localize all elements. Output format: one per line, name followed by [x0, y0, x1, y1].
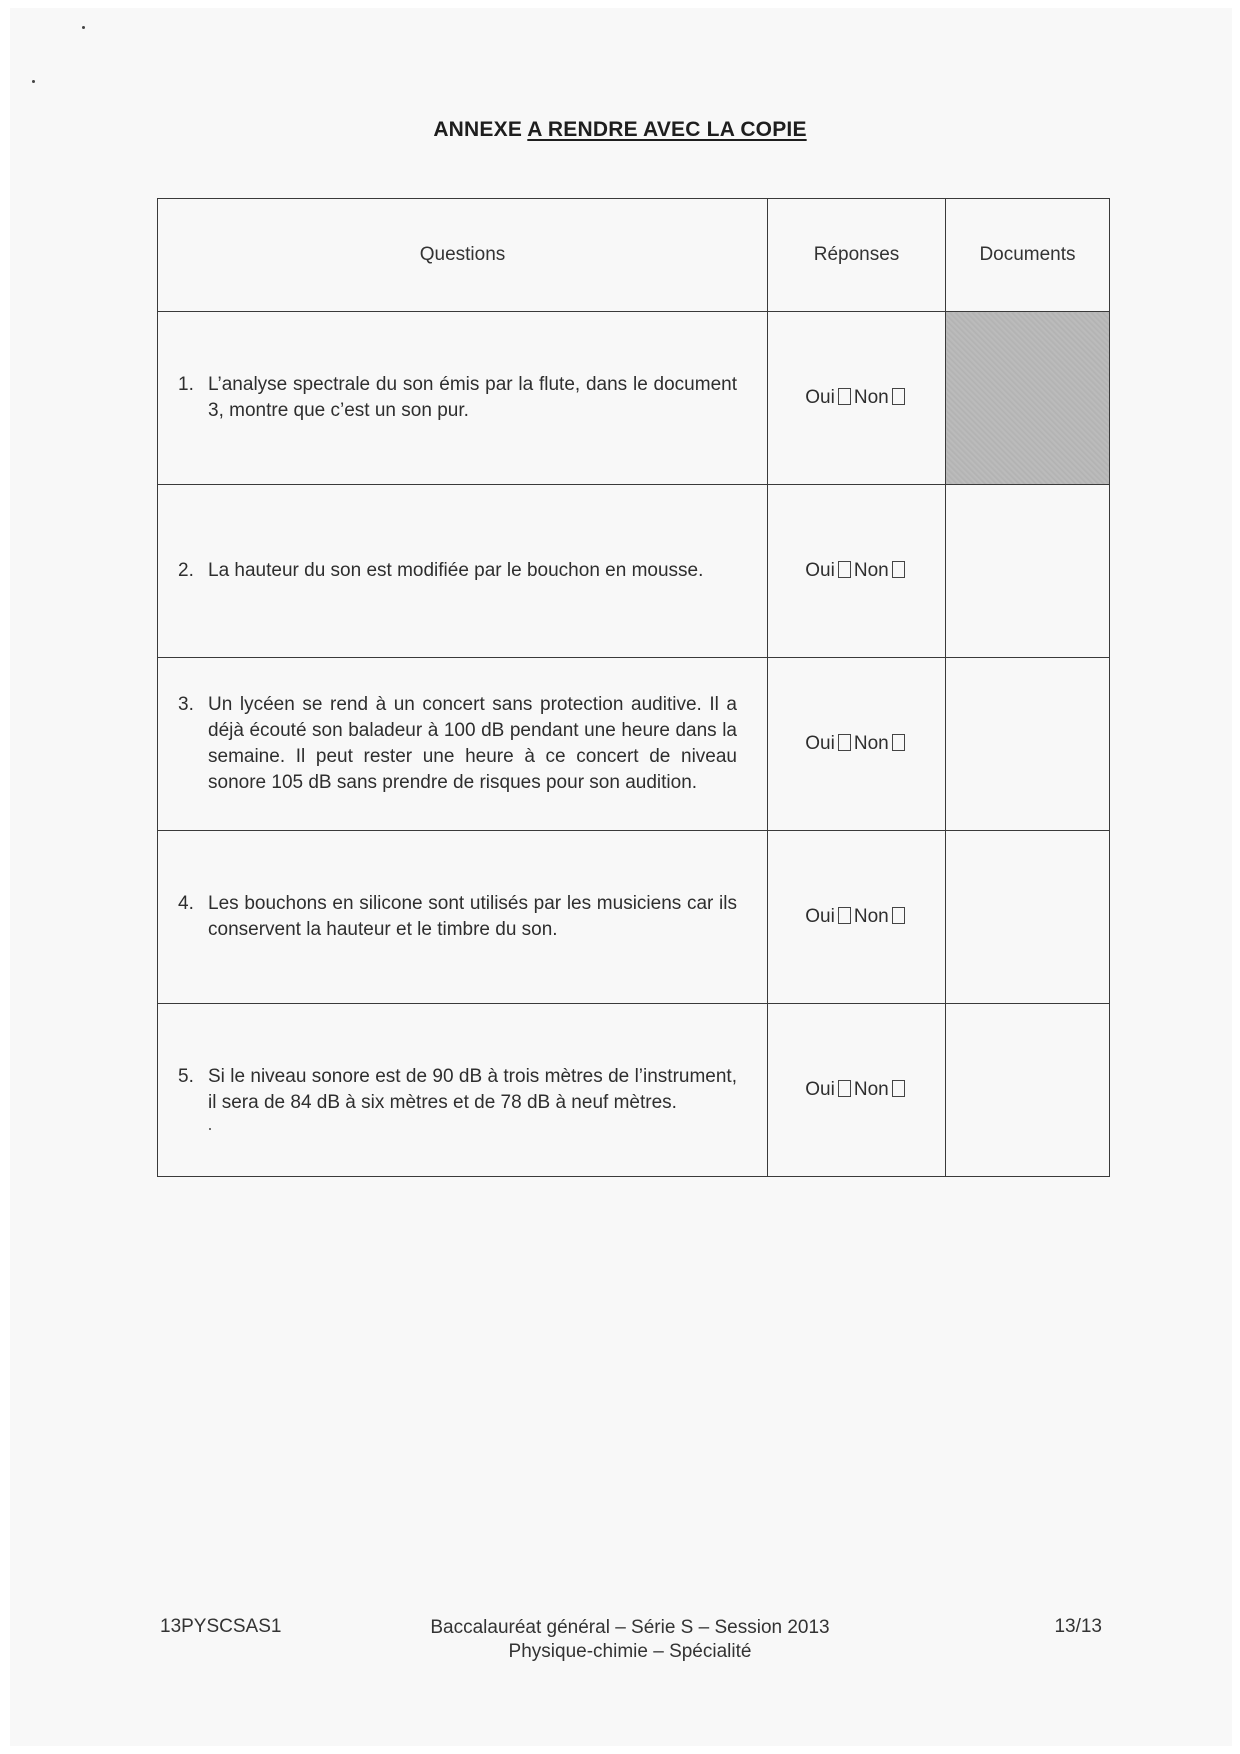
question-cell	[158, 1004, 768, 1177]
non-label: Non	[853, 387, 889, 408]
question-text: Si le niveau sonore est de 90 dB à trois mètres de l’instrument, il sera de 84 dB à six mètres et de 78 dB à neuf mètres.	[208, 1066, 737, 1113]
question-number: 5.	[178, 1066, 194, 1087]
non-checkbox[interactable]	[892, 907, 905, 924]
question-cell	[158, 658, 768, 831]
non-checkbox[interactable]	[892, 388, 905, 405]
annex-title-underlined: A RENDRE AVEC LA COPIE	[527, 118, 807, 141]
non-label: Non	[853, 906, 889, 927]
footer-code: 13PYSCSAS1	[160, 1616, 282, 1637]
question-text: Un lycéen se rend à un concert sans protection auditive. Il a déjà écouté son baladeur à 100 dB pendant une heure dans la semaine. Il peut rester une heure à ce concert de niveau sonore 105 dB sans prendre de risques pour son audition.	[208, 694, 737, 793]
oui-label: Oui	[805, 560, 835, 581]
question-cell	[158, 485, 768, 658]
question-cell	[158, 312, 768, 485]
table-header-row	[158, 199, 1110, 312]
documents-cell-shaded	[946, 312, 1110, 485]
question-text: La hauteur du son est modifiée par le bouchon en mousse.	[208, 560, 704, 581]
oui-checkbox[interactable]	[838, 1080, 851, 1097]
oui-checkbox[interactable]	[838, 734, 851, 751]
oui-checkbox[interactable]	[838, 907, 851, 924]
documents-cell[interactable]	[946, 1004, 1110, 1177]
header-questions: Questions	[158, 199, 768, 312]
header-answers: Réponses	[768, 199, 946, 312]
oui-label: Oui	[805, 387, 835, 408]
question-text: Les bouchons en silicone sont utilisés par les musiciens car ils conservent la hauteur et le timbre du son.	[208, 893, 737, 940]
answer-cell	[768, 658, 946, 831]
table-row	[158, 831, 1110, 1004]
oui-label: Oui	[805, 733, 835, 754]
answer-table	[157, 198, 1110, 1177]
answer-cell	[768, 485, 946, 658]
non-checkbox[interactable]	[892, 1080, 905, 1097]
annex-title-prefix: ANNEXE	[433, 118, 523, 141]
non-label: Non	[853, 733, 889, 754]
footer-line-2: Physique-chimie – Spécialité	[508, 1641, 752, 1662]
table-row	[158, 312, 1110, 485]
non-checkbox[interactable]	[892, 734, 905, 751]
question-text: L’analyse spectrale du son émis par la flute, dans le document 3, montre que c’est un son pur.	[208, 374, 737, 421]
question-number: 3.	[178, 694, 194, 715]
annex-title	[0, 118, 1240, 142]
documents-cell[interactable]	[946, 658, 1110, 831]
question-number: 4.	[178, 893, 194, 914]
oui-label: Oui	[805, 906, 835, 927]
table-row	[158, 658, 1110, 831]
footer-line-1: Baccalauréat général – Série S – Session 2013	[430, 1617, 830, 1638]
non-label: Non	[853, 1079, 889, 1100]
table-row	[158, 1004, 1110, 1177]
question-number: 1.	[178, 374, 194, 395]
table-row	[158, 485, 1110, 658]
footer-page-number: 13/13	[1054, 1616, 1102, 1637]
answer-cell	[768, 1004, 946, 1177]
oui-label: Oui	[805, 1079, 835, 1100]
documents-cell[interactable]	[946, 831, 1110, 1004]
question-number: 2.	[178, 560, 194, 581]
non-label: Non	[853, 560, 889, 581]
non-checkbox[interactable]	[892, 561, 905, 578]
scan-speck	[32, 80, 35, 83]
scan-speck	[82, 26, 85, 29]
oui-checkbox[interactable]	[838, 388, 851, 405]
question-cell	[158, 831, 768, 1004]
documents-cell[interactable]	[946, 485, 1110, 658]
oui-checkbox[interactable]	[838, 561, 851, 578]
header-documents: Documents	[946, 199, 1110, 312]
answer-cell	[768, 312, 946, 485]
answer-cell	[768, 831, 946, 1004]
